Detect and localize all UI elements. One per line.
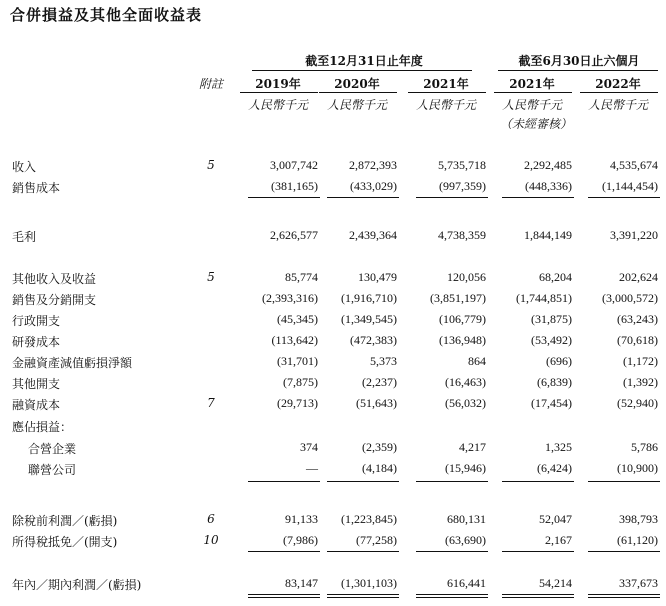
double-underline <box>248 594 320 598</box>
row-value: (2,359) <box>362 440 397 454</box>
row-value: (63,243) <box>617 312 658 326</box>
row-label: 融資成本 <box>12 398 61 412</box>
row-value: 130,479 <box>358 270 397 284</box>
single-underline <box>416 481 488 482</box>
single-underline <box>588 551 660 552</box>
single-underline <box>248 197 320 198</box>
row-value: (2,237) <box>362 375 397 389</box>
double-underline <box>327 594 399 598</box>
row-label: 研發成本 <box>12 335 61 349</box>
row-value: 1,844,149 <box>524 228 572 242</box>
statement-title: 合併損益及其他全面收益表 <box>10 6 203 24</box>
row-note: 6 <box>207 512 215 526</box>
row-value: (3,000,572) <box>602 291 658 305</box>
year-underline-1 <box>319 92 397 93</box>
year-underline-2 <box>408 92 486 93</box>
row-value: (997,359) <box>439 179 486 193</box>
row-value: (1,392) <box>623 375 658 389</box>
row-value: (10,900) <box>617 461 658 475</box>
year-header-1: 2020年 <box>334 77 380 91</box>
row-value: (6,424) <box>537 461 572 475</box>
year-header-0: 2019年 <box>255 77 301 91</box>
row-value: (6,839) <box>537 375 572 389</box>
row-value: 4,217 <box>459 440 486 454</box>
row-value: (106,779) <box>439 312 486 326</box>
row-value: (3,851,197) <box>430 291 486 305</box>
row-value: (56,032) <box>445 396 486 410</box>
single-underline <box>248 481 320 482</box>
row-value: (15,946) <box>445 461 486 475</box>
row-label: 其他開支 <box>12 377 61 391</box>
group-underline-full-year <box>252 70 472 71</box>
row-value: 54,214 <box>539 576 572 590</box>
row-label: 應佔損益： <box>12 420 73 434</box>
row-value: (1,744,851) <box>516 291 572 305</box>
row-value: (7,875) <box>283 375 318 389</box>
row-value: (136,948) <box>439 333 486 347</box>
single-underline <box>416 551 488 552</box>
single-underline <box>327 481 399 482</box>
unit-label-0: 人民幣千元 <box>247 98 308 112</box>
double-underline <box>502 594 574 598</box>
row-label: 銷售及分銷開支 <box>12 293 97 307</box>
single-underline <box>248 551 320 552</box>
year-header-2: 2021年 <box>423 77 469 91</box>
row-note: 7 <box>207 396 215 410</box>
row-value: 616,441 <box>447 576 486 590</box>
row-value: 1,325 <box>545 440 572 454</box>
row-note: 5 <box>207 270 215 284</box>
row-value: (70,618) <box>617 333 658 347</box>
row-label: 行政開支 <box>12 314 61 328</box>
row-label: 年內／期內利潤／(虧損) <box>12 578 142 592</box>
row-value: (4,184) <box>362 461 397 475</box>
row-value: (17,454) <box>531 396 572 410</box>
row-value: 2,167 <box>545 533 572 547</box>
unit-label-4: 人民幣千元 <box>587 98 648 112</box>
single-underline <box>502 481 574 482</box>
row-note: 10 <box>203 533 219 547</box>
row-label: 金融資產減值虧損淨額 <box>12 356 133 370</box>
row-value: 68,204 <box>539 270 572 284</box>
row-value: (2,393,316) <box>262 291 318 305</box>
row-value: 2,626,577 <box>270 228 318 242</box>
row-value: (1,172) <box>623 354 658 368</box>
double-underline <box>588 594 660 598</box>
row-value: (381,165) <box>271 179 318 193</box>
year-header-3: 2021年 <box>509 77 555 91</box>
row-label: 其他收入及收益 <box>12 272 97 286</box>
row-value: 4,738,359 <box>438 228 486 242</box>
row-value: 2,439,364 <box>349 228 397 242</box>
row-label: 所得稅抵免／(開支) <box>12 535 118 549</box>
row-value: (113,642) <box>271 333 318 347</box>
row-value: 83,147 <box>285 576 318 590</box>
row-label: 毛利 <box>12 230 37 244</box>
row-value: 4,535,674 <box>610 158 658 172</box>
group-header-six-months: 截至6月30日止六個月 <box>518 54 640 68</box>
single-underline <box>327 197 399 198</box>
row-value: (7,986) <box>283 533 318 547</box>
double-underline <box>416 594 488 598</box>
unit-label-2: 人民幣千元 <box>415 98 476 112</box>
unaudited-label: （未經審核） <box>499 117 572 131</box>
row-value: (433,029) <box>350 179 397 193</box>
row-value: 120,056 <box>447 270 486 284</box>
group-header-full-year: 截至12月31日止年度 <box>305 54 423 68</box>
row-value: 52,047 <box>539 512 572 526</box>
row-value: 5,373 <box>370 354 397 368</box>
group-underline-six-months <box>498 70 658 71</box>
row-value: (29,713) <box>277 396 318 410</box>
row-value: (61,120) <box>617 533 658 547</box>
single-underline <box>327 551 399 552</box>
row-value: 374 <box>300 440 318 454</box>
row-value: 398,793 <box>619 512 658 526</box>
row-value: 2,872,393 <box>349 158 397 172</box>
row-value: 5,735,718 <box>438 158 486 172</box>
year-header-4: 2022年 <box>595 77 641 91</box>
row-value: 3,007,742 <box>270 158 318 172</box>
row-value: (53,492) <box>531 333 572 347</box>
year-underline-0 <box>240 92 318 93</box>
row-value: (696) <box>546 354 572 368</box>
row-value: 680,131 <box>447 512 486 526</box>
row-value: 91,133 <box>285 512 318 526</box>
row-label: 收入 <box>12 160 37 174</box>
row-value: (1,223,845) <box>341 512 397 526</box>
year-underline-3 <box>494 92 572 93</box>
unit-label-1: 人民幣千元 <box>326 98 387 112</box>
single-underline <box>416 197 488 198</box>
row-value: 2,292,485 <box>524 158 572 172</box>
single-underline <box>588 197 660 198</box>
row-value: (63,690) <box>445 533 486 547</box>
row-value: (1,916,710) <box>341 291 397 305</box>
row-label: 合營企業 <box>28 442 77 456</box>
row-value: (45,345) <box>277 312 318 326</box>
single-underline <box>588 481 660 482</box>
row-value: (77,258) <box>356 533 397 547</box>
row-value: (31,875) <box>531 312 572 326</box>
row-label: 除稅前利潤／(虧損) <box>12 514 118 528</box>
row-note: 5 <box>207 158 215 172</box>
single-underline <box>502 197 574 198</box>
row-value: 85,774 <box>285 270 318 284</box>
year-underline-4 <box>580 92 658 93</box>
row-value: 5,786 <box>631 440 658 454</box>
row-value: (472,383) <box>350 333 397 347</box>
row-label: 銷售成本 <box>12 181 61 195</box>
row-value: 3,391,220 <box>610 228 658 242</box>
single-underline <box>502 551 574 552</box>
row-value: (1,144,454) <box>602 179 658 193</box>
row-value: (16,463) <box>445 375 486 389</box>
row-label: 聯營公司 <box>28 463 77 477</box>
row-value: — <box>306 461 318 475</box>
unit-label-3: 人民幣千元 <box>501 98 562 112</box>
row-value: 202,624 <box>619 270 658 284</box>
row-value: (1,301,103) <box>341 576 397 590</box>
row-value: 864 <box>468 354 486 368</box>
row-value: 337,673 <box>619 576 658 590</box>
row-value: (51,643) <box>356 396 397 410</box>
note-column-header: 附註 <box>198 77 223 91</box>
row-value: (52,940) <box>617 396 658 410</box>
row-value: (31,701) <box>277 354 318 368</box>
row-value: (448,336) <box>525 179 572 193</box>
row-value: (1,349,545) <box>341 312 397 326</box>
